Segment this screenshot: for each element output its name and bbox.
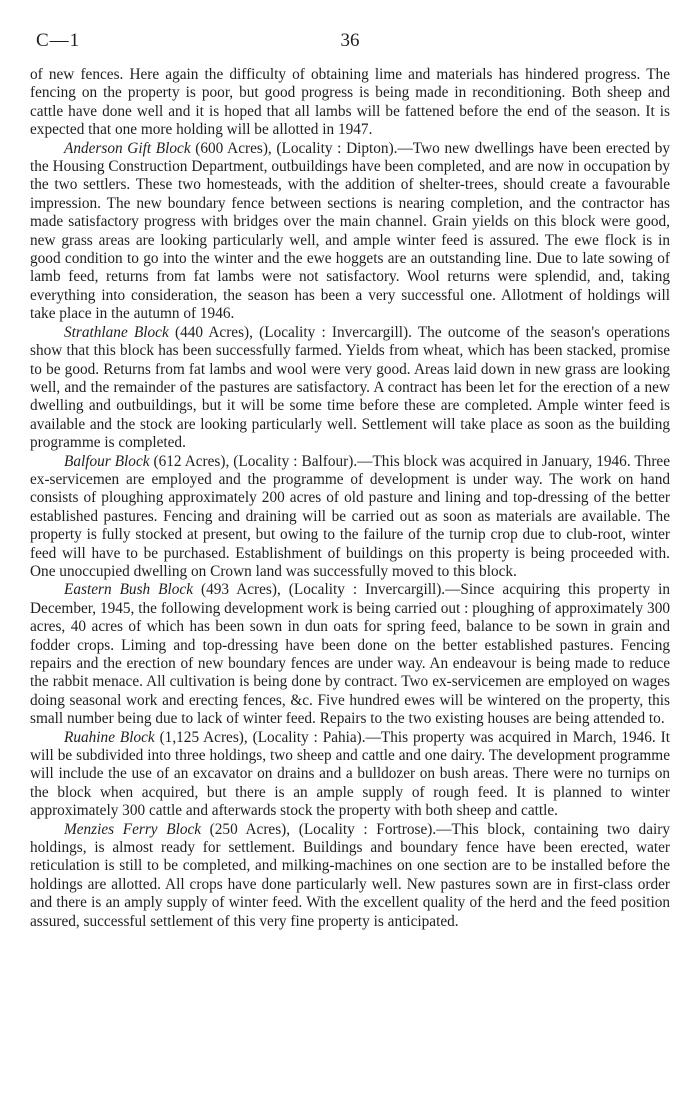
paragraph-text: (493 Acres), (Locality : Invercargill).—Since acquiring this property in December, 1945, the following development work is being carried out : ploughing of approximately 300 acres, 40 acres of which has been sown in dun oats for spring feed, balance to be sown in grain and fodder crops. Liming and top-dressing have been done on the better established pastures. Fencing repairs and the erection of new boundary fences are under way. An endeavour is being made to reduce the rabbit menace. All cultivation is being done by contract. Two ex-servicemen are employed on wages doing seasonal work and erecting fences, &c. Five hundred ewes will be wintered on the property, this small number being due to lack of winter feed. Repairs to the two existing houses are being attended to.	[30, 581, 671, 728]
block-name: Anderson Gift Block	[64, 139, 191, 157]
paragraph-strathlane-block	[30, 324, 670, 453]
document-reference: C—1	[36, 30, 81, 51]
block-name: Strathlane Block	[64, 323, 169, 341]
paragraph-text: (612 Acres), (Locality : Balfour).—This block was acquired in January, 1946. Three ex-servicemen are employed and the programme of development is under way. The work on hand consists of ploughing approximately 200 acres of old pasture and lining and top-dressing of the better established pastures. Fencing and draining will be carried out as soon as materials are available. The property is fully stocked at present, but owing to the failure of the turnip crop due to club-root, winter feed will have to be purchased. Establishment of buildings on this property is being proceeded with. One unoccupied dwelling on Crown land was successfully moved to this block.	[30, 452, 671, 580]
block-name: Eastern Bush Block	[64, 581, 194, 599]
paragraph-text: (250 Acres), (Locality : Fortrose).—This block, containing two dairy holdings, is almost ready for settlement. Buildings and boundary fence have been erected, water reticulation is still to be completed, and milking-machines on one section are to be installed before the holdings are allotted. All crops have done particularly well. New pastures sown are in first-class order and there is an amply supply of winter feed. With the excellent quality of the herd and the feed position assured, successful settlement of this very fine property is anticipated.	[30, 820, 670, 930]
paragraph-ruahine-block	[30, 729, 670, 821]
paragraph-text: (1,125 Acres), (Locality : Pahia).—This property was acquired in March, 1946. It will be subdivided into three holdings, two sheep and cattle and one dairy. The development programme will include the use of an excavator on drains and a bulldozer on bush areas. There were no turnips on the block when acquired, but there is an ample supply of rough feed. It is planned to winter approximately 300 cattle and afterwards stock the property with both sheep and cattle.	[30, 728, 670, 820]
paragraph-text: (440 Acres), (Locality : Invercargill). The outcome of the season's operations show that this block has been successfully farmed. Yields from wheat, which has been stacked, promise to be good. Returns from fat lambs and wool were very good. Areas laid down in new grass are looking well, and the remainder of the pastures are satisfactory. A contract has been let for the erection of a new dwelling and outbuildings, but it will be some time before these are completed. Ample winter feed is available and the stock are looking particularly well. Settlement will take place as soon as the building programme is completed.	[30, 323, 670, 452]
page-number: 36	[340, 30, 360, 51]
paragraph-text: of new fences. Here again the difficulty of obtaining lime and materials has hindered progress. The fencing on the property is poor, but good progress is being made in reconditioning. Both sheep and cattle have done well and it is hoped that all lambs will be fattened before the end of the season. It is expected that one more holding will be allotted in 1947.	[30, 66, 670, 139]
page-header	[30, 22, 670, 66]
paragraph-anderson-gift-block	[30, 140, 670, 324]
paragraph-text: (600 Acres), (Locality : Dipton).—Two new dwellings have been erected by the Housing Construction Department, outbuildings have been completed, and are now in occupation by the two settlers. These two homesteads, with the addition of shelter-trees, should create a favourable impression. The new boundary fence between sections is nearing completion, and the contractor has made satisfactory progress with bridges over the main channel. Grain yields on this block were good, new grass areas are looking particularly well, and ample winter feed is assured. The ewe flock is in good condition to go into the winter and the ewe hoggets are an outstanding line. Due to late sowing of lamb feed, returns from fat lambs were not satisfactory. Wool returns were splendid, and, taking everything into consideration, the season has been a very successful one. Allotment of holdings will take place in the autumn of 1946.	[30, 139, 670, 323]
block-name: Ruahine Block	[64, 728, 155, 746]
block-name: Menzies Ferry Block	[64, 820, 202, 838]
paragraph-eastern-bush-block	[30, 581, 670, 728]
paragraph-continuation	[30, 66, 670, 140]
paragraph-menzies-ferry-block	[30, 821, 670, 931]
body-text	[30, 66, 670, 931]
paragraph-balfour-block	[30, 453, 670, 582]
block-name: Balfour Block	[64, 452, 150, 470]
